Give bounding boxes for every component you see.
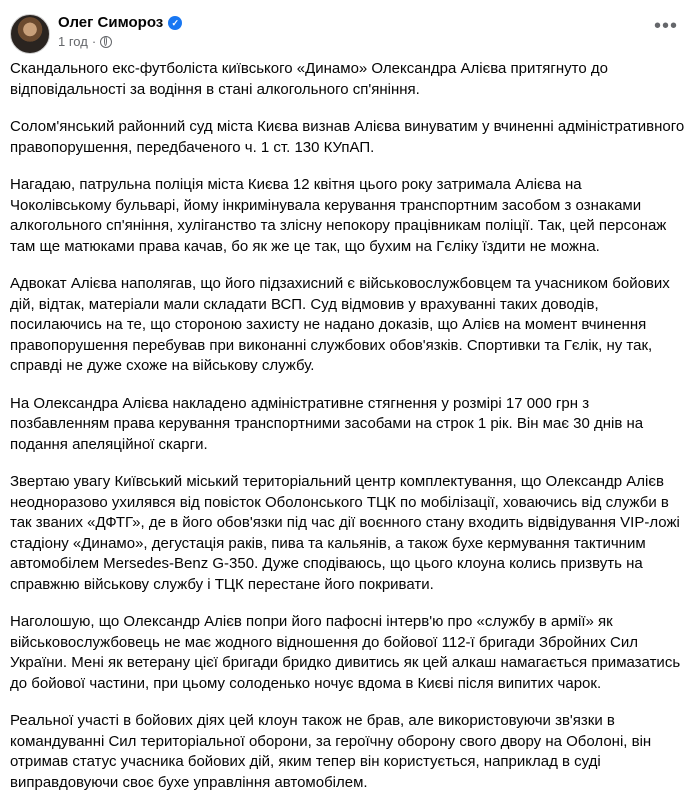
author-name[interactable]: Олег Симороз xyxy=(58,14,164,31)
post-time[interactable]: 1 год xyxy=(58,34,88,49)
globe-icon xyxy=(100,36,112,48)
more-options-icon[interactable]: ••• xyxy=(653,15,678,37)
post-paragraph: На Олександра Алієва накладено адміністративне стягнення у розмірі 17 000 грн з позбавленням права керування транспортними засобами на строк 1 рік. Він має 30 днів на подання апеляційної скарги. xyxy=(10,394,644,453)
author-avatar[interactable] xyxy=(10,14,50,54)
post-paragraph: Солом'янський районний суд міста Києва визнав Алієва винуватим у вчиненні адміністративного правопорушення, передбаченого ч. 1 ст. 130 КУпАП. xyxy=(10,118,685,156)
post-paragraph: Реальної участі в бойових діях цей клоун також не брав, але використовуючи зв'язки в командуванні Сил територіальної оборони, за героїчну оборону свого двору на Оболоні, він отримав статус учасника бойових дій, яким тепер він користується, наприклад в суді виправдовуючи своє бухе управління автомобілем. xyxy=(10,712,652,791)
post-paragraph: Нагадаю, патрульна поліція міста Києва 12 квітня цього року затримала Алієва на Чоколівському бульварі, йому інкримінувала керування транспортним засобом з ознаками алкогольного сп'яніння, хуліганство та злісну непокору працівникам поліції. Так, цей персонаж там ще матюками права качав, бо як же це так, що бухим на Гєліку їздити не можна. xyxy=(10,176,667,255)
separator-dot: · xyxy=(91,34,97,49)
post-paragraph: Скандального екс-футболіста київського «Динамо» Олександра Алієва притягнуто до відповідальності за водіння в стані алкогольного сп'яніння. xyxy=(10,60,608,98)
post-meta xyxy=(58,34,112,49)
author-name-row xyxy=(58,14,182,31)
post-paragraph: Наголошую, що Олександр Алієв попри його пафосні інтерв'ю про «службу в армії» як військовослужбовець не має жодного відношення до бойової 112-ї бригади Збройних Сил України. Мені як ветерану цієї бригади бридко дивитись як цей алкаш намагається примазатись до бойової частини, при цьому солоденько ночує вдома в Києві після випитих чарок. xyxy=(10,613,681,692)
post-header xyxy=(10,12,684,54)
post-body xyxy=(10,59,686,810)
post-paragraph: Звертаю увагу Київський міський територіальний центр комплектування, що Олександр Алієв неодноразово ухилявся від повісток Оболонського ТЦК по мобілізації, ховаючись від служби в так званих «ДФТГ», де в його обов'язки під час дії воєнного стану входить відвідування VIP-ложі стадіону «Динамо», дегустація раків, пива та кальянів, а також бухе кермування тактичним автомобілем Mersedes-Benz G-350. Дуже сподіваюсь, що цього клоуна колись призвуть на справжню військову службу і ТЦК перестане його покривати. xyxy=(10,473,680,593)
post-paragraph: Адвокат Алієва наполягав, що його підзахисний є військовослужбовцем та учасником бойових дій, відтак, матеріали мали складати ВСП. Суд відмовив у врахуванні таких доводів, посилаючись на те, що стороною захисту не надано доказів, що Алієв на момент вчинення правопорушення перебував при виконанні службових обов'язків. Спортивки та Гєлік, ну так, справді не дуже схоже на військову службу. xyxy=(10,275,670,374)
verified-badge-icon: ✓ xyxy=(168,16,182,30)
